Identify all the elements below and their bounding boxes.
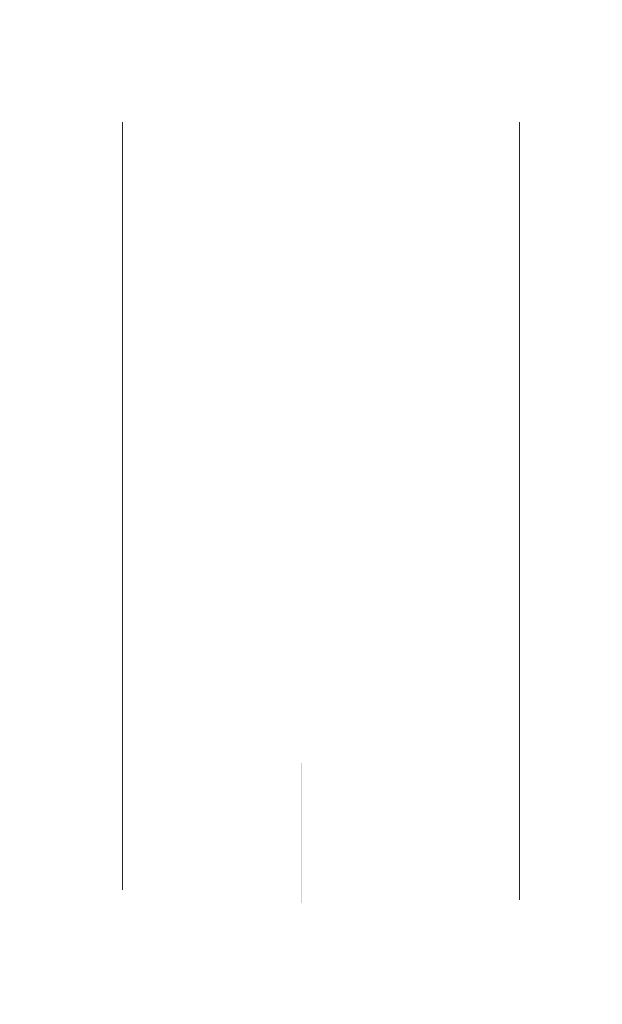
faint-center-line xyxy=(301,763,302,903)
right-margin-rule xyxy=(519,122,520,900)
left-margin-rule xyxy=(122,122,123,890)
